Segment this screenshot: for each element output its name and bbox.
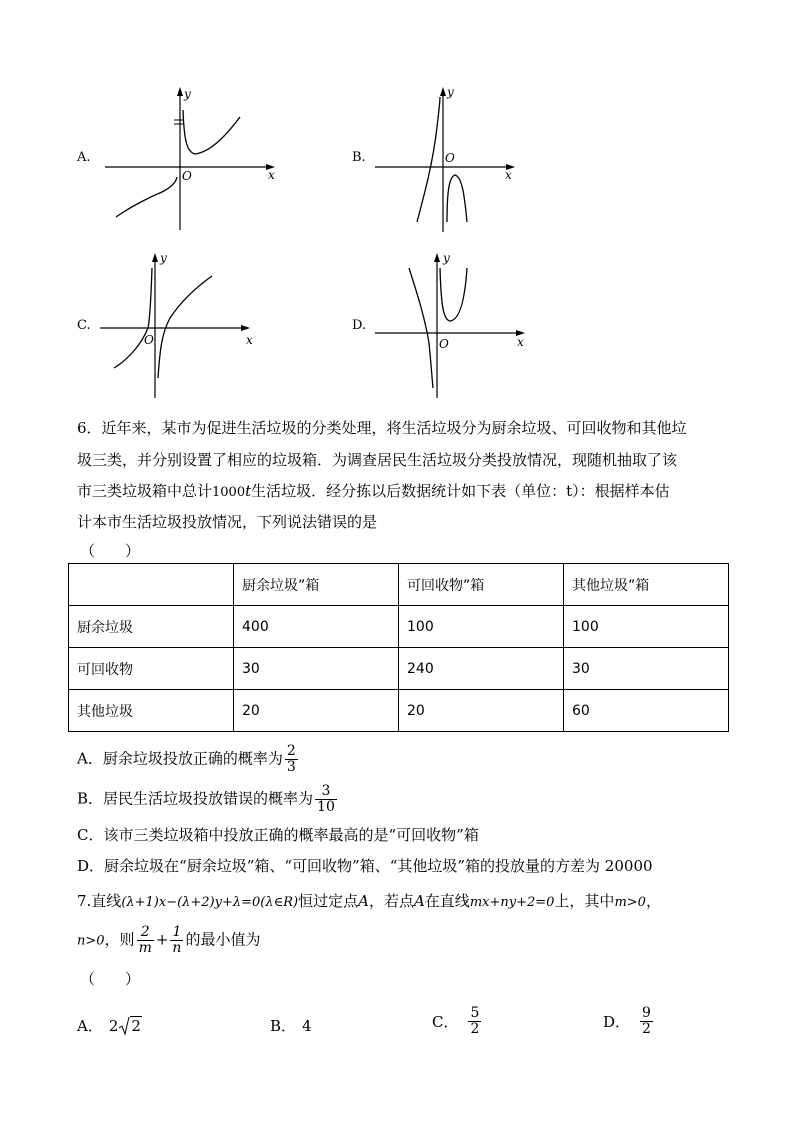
curve-left <box>409 268 433 388</box>
svg-text:x: x <box>517 335 524 349</box>
svg-text:x: x <box>505 168 512 182</box>
curve-left <box>417 97 440 222</box>
curve-right <box>158 276 212 378</box>
svg-text:O: O <box>445 151 455 165</box>
q6-answer-paren: （ ） <box>80 542 141 560</box>
q7-option-b: B． 4 <box>270 1017 312 1035</box>
origin-label: O <box>182 169 192 183</box>
svg-text:y: y <box>443 251 450 265</box>
q6-option-d: D．厨余垃圾在“厨余垃圾”箱、“可回收物”箱、“其他垃圾”箱的投放量的方差为 20000 <box>77 857 653 875</box>
q7-option-a: A． 2 2 <box>77 1017 141 1035</box>
curve-left <box>116 177 177 217</box>
graph-b <box>375 82 525 232</box>
graph-d <box>375 248 535 400</box>
sqrt-icon <box>118 1016 130 1036</box>
table-header-row: 厨余垃圾”箱 可回收物”箱 其他垃圾”箱 <box>69 564 729 606</box>
table-row: 厨余垃圾 400 100 100 <box>69 606 729 648</box>
q7-answer-paren: （ ） <box>80 970 141 988</box>
q7-line2: n>0，则 $\frac{2}{m}$ + $\frac{1}{n}$ 的最小值为 <box>77 924 261 956</box>
q6-option-a: A．厨余垃圾投放正确的概率为 $\frac{2}{3}$ <box>77 743 296 775</box>
q6-line2: 圾三类，并分别设置了相应的垃圾箱．为调查居民生活垃圾分类投放情况，现随机抽取了该 <box>77 451 678 469</box>
q6-table <box>68 563 729 732</box>
x-label: x <box>268 168 275 182</box>
curve-right <box>440 268 467 321</box>
curve-left <box>114 268 152 368</box>
graph-a <box>100 82 290 232</box>
svg-text:O: O <box>144 333 154 347</box>
graph-c <box>100 248 270 400</box>
table-row: 其他垃圾 20 20 60 <box>69 690 729 732</box>
y-label: y <box>184 87 191 101</box>
graph-b-label: B. <box>352 150 366 165</box>
q6-line1: 6．近年来，某市为促进生活垃圾的分类处理，将生活垃圾分为厨余垃圾、可回收物和其他垃 <box>77 419 687 437</box>
q6-line3: 市三类垃圾箱中总计1000t生活垃圾．经分拣以后数据统计如下表（单位：t）：根据样本估 <box>77 482 670 500</box>
q7-option-d: D． $\frac{9}{2}$ <box>603 1005 651 1037</box>
svg-text:y: y <box>447 85 454 99</box>
q7-option-c: C． $\frac{5}{2}$ <box>432 1005 480 1037</box>
q7-line1: 7.直线(λ+1)x−(λ+2)y+λ=0(λ∈R)恒过定点A，若点A在直线mx+ny+2=0上，其中m>0， <box>77 892 661 910</box>
graph-a-label: A. <box>77 150 91 165</box>
curve-right <box>447 175 467 222</box>
table-row: 可回收物 30 240 30 <box>69 648 729 690</box>
svg-text:O: O <box>439 337 449 351</box>
q6-option-b: B．居民生活垃圾投放错误的概率为 $\frac{3}{10}$ <box>77 783 335 815</box>
curve-right <box>183 110 240 154</box>
q6-line4: 计本市生活垃圾投放情况，下列说法错误的是 <box>77 513 378 531</box>
svg-text:x: x <box>246 333 253 347</box>
svg-text:y: y <box>160 251 167 265</box>
graph-d-label: D. <box>352 318 367 333</box>
graph-c-label: C. <box>77 318 91 333</box>
q6-option-c: C．该市三类垃圾箱中投放正确的概率最高的是“可回收物”箱 <box>77 826 479 844</box>
